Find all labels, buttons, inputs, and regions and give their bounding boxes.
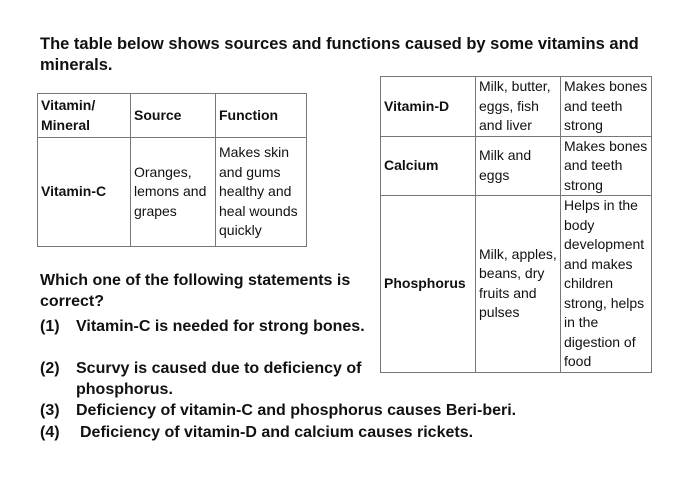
source-cell: Milk, apples, beans, dry fruits and pulses	[476, 196, 561, 373]
option-text: Deficiency of vitamin-C and phosphorus causes Beri-beri.	[76, 402, 517, 419]
vitamin-c-table	[37, 93, 307, 247]
option-4	[40, 422, 660, 443]
option-number: (1)	[40, 318, 60, 335]
nutrient-cell: Vitamin-D	[381, 77, 476, 137]
option-3	[40, 400, 660, 421]
source-cell: Oranges, lemons and grapes	[131, 138, 216, 247]
option-number: (3)	[40, 402, 60, 419]
header-vitamin-mineral: Vitamin/ Mineral	[38, 94, 131, 138]
question-text: Which one of the following statements is correct?	[40, 272, 351, 310]
nutrient-cell: Vitamin-C	[38, 138, 131, 247]
nutrient-cell: Calcium	[381, 136, 476, 196]
option-number: (2)	[40, 360, 60, 377]
option-text: Scurvy is caused due to deficiency of phosphorus.	[76, 360, 362, 398]
option-text: Vitamin-C is needed for strong bones.	[76, 318, 365, 335]
nutrient-cell: Phosphorus	[381, 196, 476, 373]
intro-text: The table below shows sources and functions caused by some vitamins and minerals.	[40, 35, 639, 74]
option-number: (4)	[40, 424, 60, 441]
option-2	[40, 358, 421, 400]
header-function: Function	[216, 94, 307, 138]
header-source: Source	[131, 94, 216, 138]
option-1	[40, 316, 396, 337]
minerals-table	[380, 76, 652, 373]
function-cell: Makes bones and teeth strong	[561, 77, 652, 137]
function-cell: Makes skin and gums healthy and heal wounds quickly	[216, 138, 307, 247]
function-cell: Helps in the body development and makes children strong, helps in the digestion of food	[561, 196, 652, 373]
source-cell: Milk and eggs	[476, 136, 561, 196]
source-cell: Milk, butter, eggs, fish and liver	[476, 77, 561, 137]
function-cell: Makes bones and teeth strong	[561, 136, 652, 196]
option-text: Deficiency of vitamin-D and calcium causes rickets.	[80, 424, 474, 441]
